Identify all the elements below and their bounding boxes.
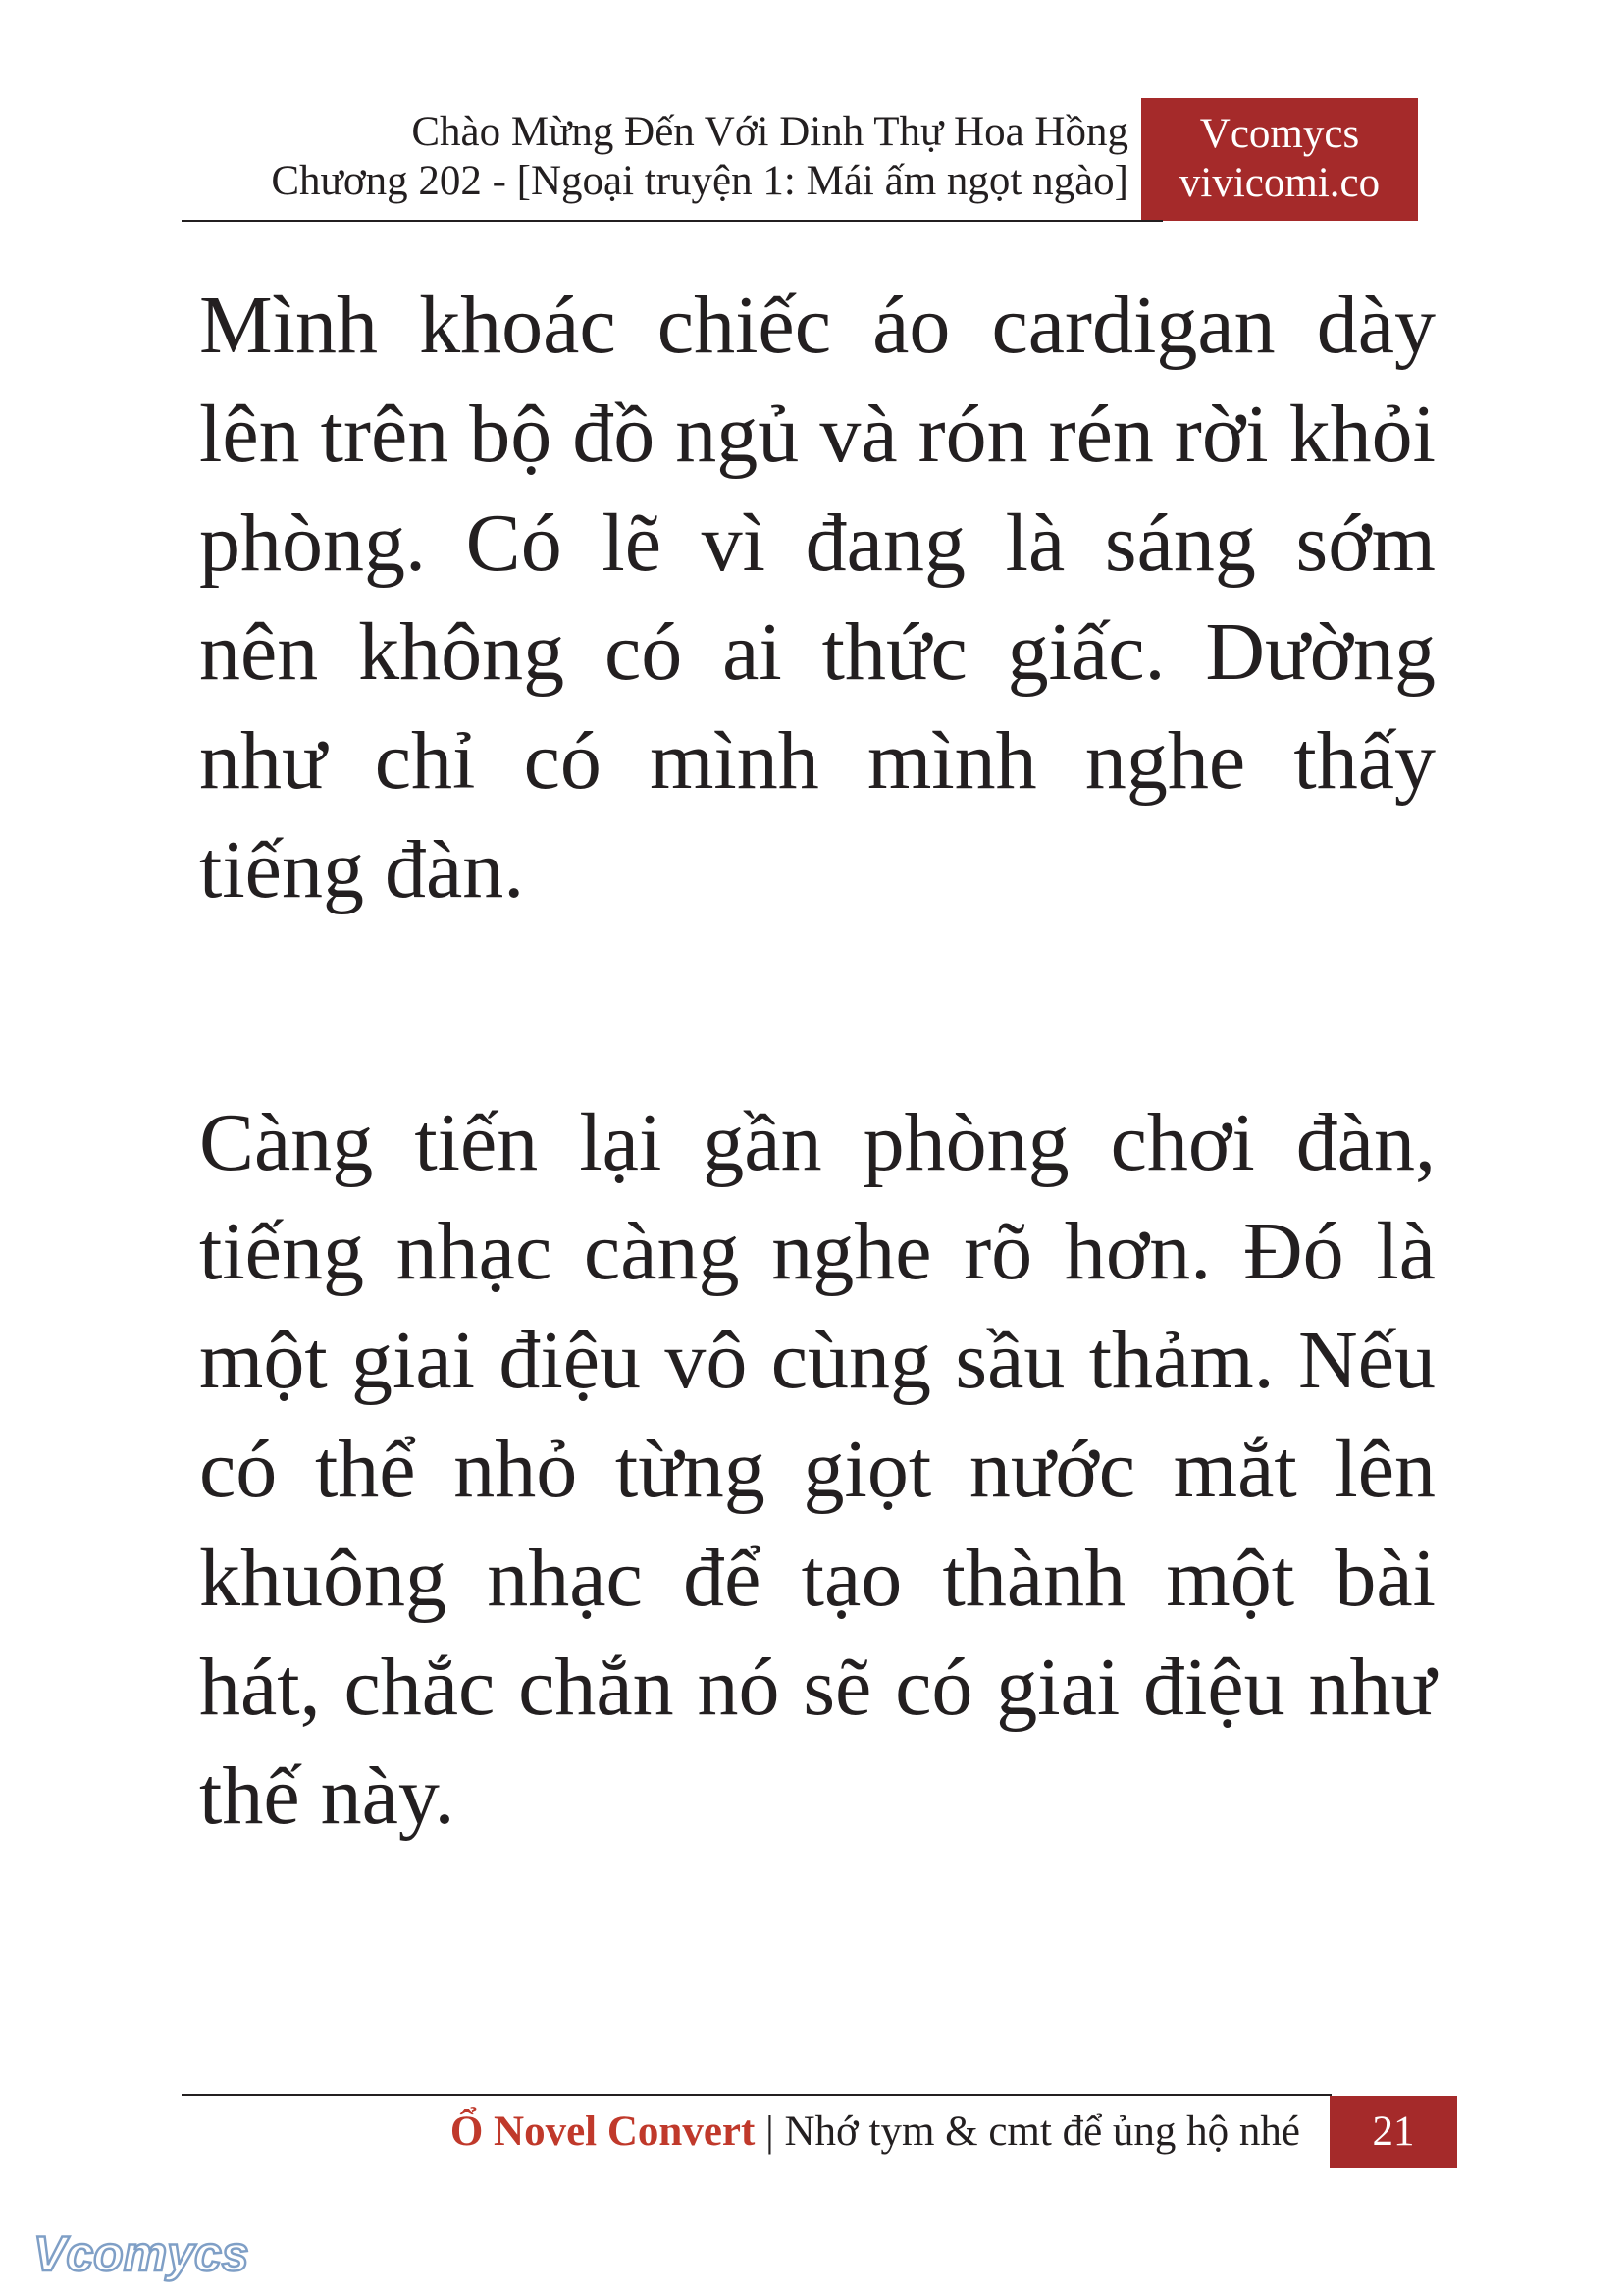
header-titles — [271, 108, 1128, 206]
brand-website: vivicomi.co — [1179, 160, 1381, 206]
footer-brand: Ổ Novel Convert — [449, 2109, 756, 2155]
book-title: Chào Mừng Đến Với Dinh Thự Hoa Hồng — [411, 109, 1128, 155]
footer-text — [450, 2108, 1300, 2157]
paragraph-2: Càng tiến lại gần phòng chơi đàn, tiếng nhạc càng nghe rõ hơn. Đó là một giai điệu vô cùng sầu thảm. Nếu có thể nhỏ từng giọt nước mắt lên khuông nhạc để tạo thành một bài hát, chắc chắn nó sẽ có giai điệu như thế này. — [199, 1097, 1436, 1842]
paragraph-1: Mình khoác chiếc áo cardigan dày lên trên bộ đồ ngủ và rón rén rời khỏi phòng. Có lẽ vì đang là sáng sớm nên không có ai thức giấc. Dường như chỉ có mình mình nghe thấy tiếng đàn. — [199, 280, 1436, 915]
watermark-logo — [29, 2225, 265, 2284]
watermark-logo-graphic — [29, 2225, 265, 2284]
page-header — [182, 98, 1418, 221]
header-divider — [182, 220, 1163, 222]
watermark-text: Vcomycs — [33, 2226, 249, 2281]
header-brand-box — [1141, 98, 1418, 221]
page-number: 21 — [1330, 2096, 1457, 2168]
footer-separator: | — [765, 2109, 774, 2155]
page-footer — [182, 2096, 1457, 2168]
brand-name: Vcomycs — [1199, 111, 1360, 157]
chapter-title: Chương 202 - [Ngoại truyện 1: Mái ấm ngọt ngào] — [271, 158, 1128, 204]
page-body — [199, 271, 1436, 1851]
footer-message: Nhớ tym & cmt để ủng hộ nhé — [784, 2109, 1300, 2155]
